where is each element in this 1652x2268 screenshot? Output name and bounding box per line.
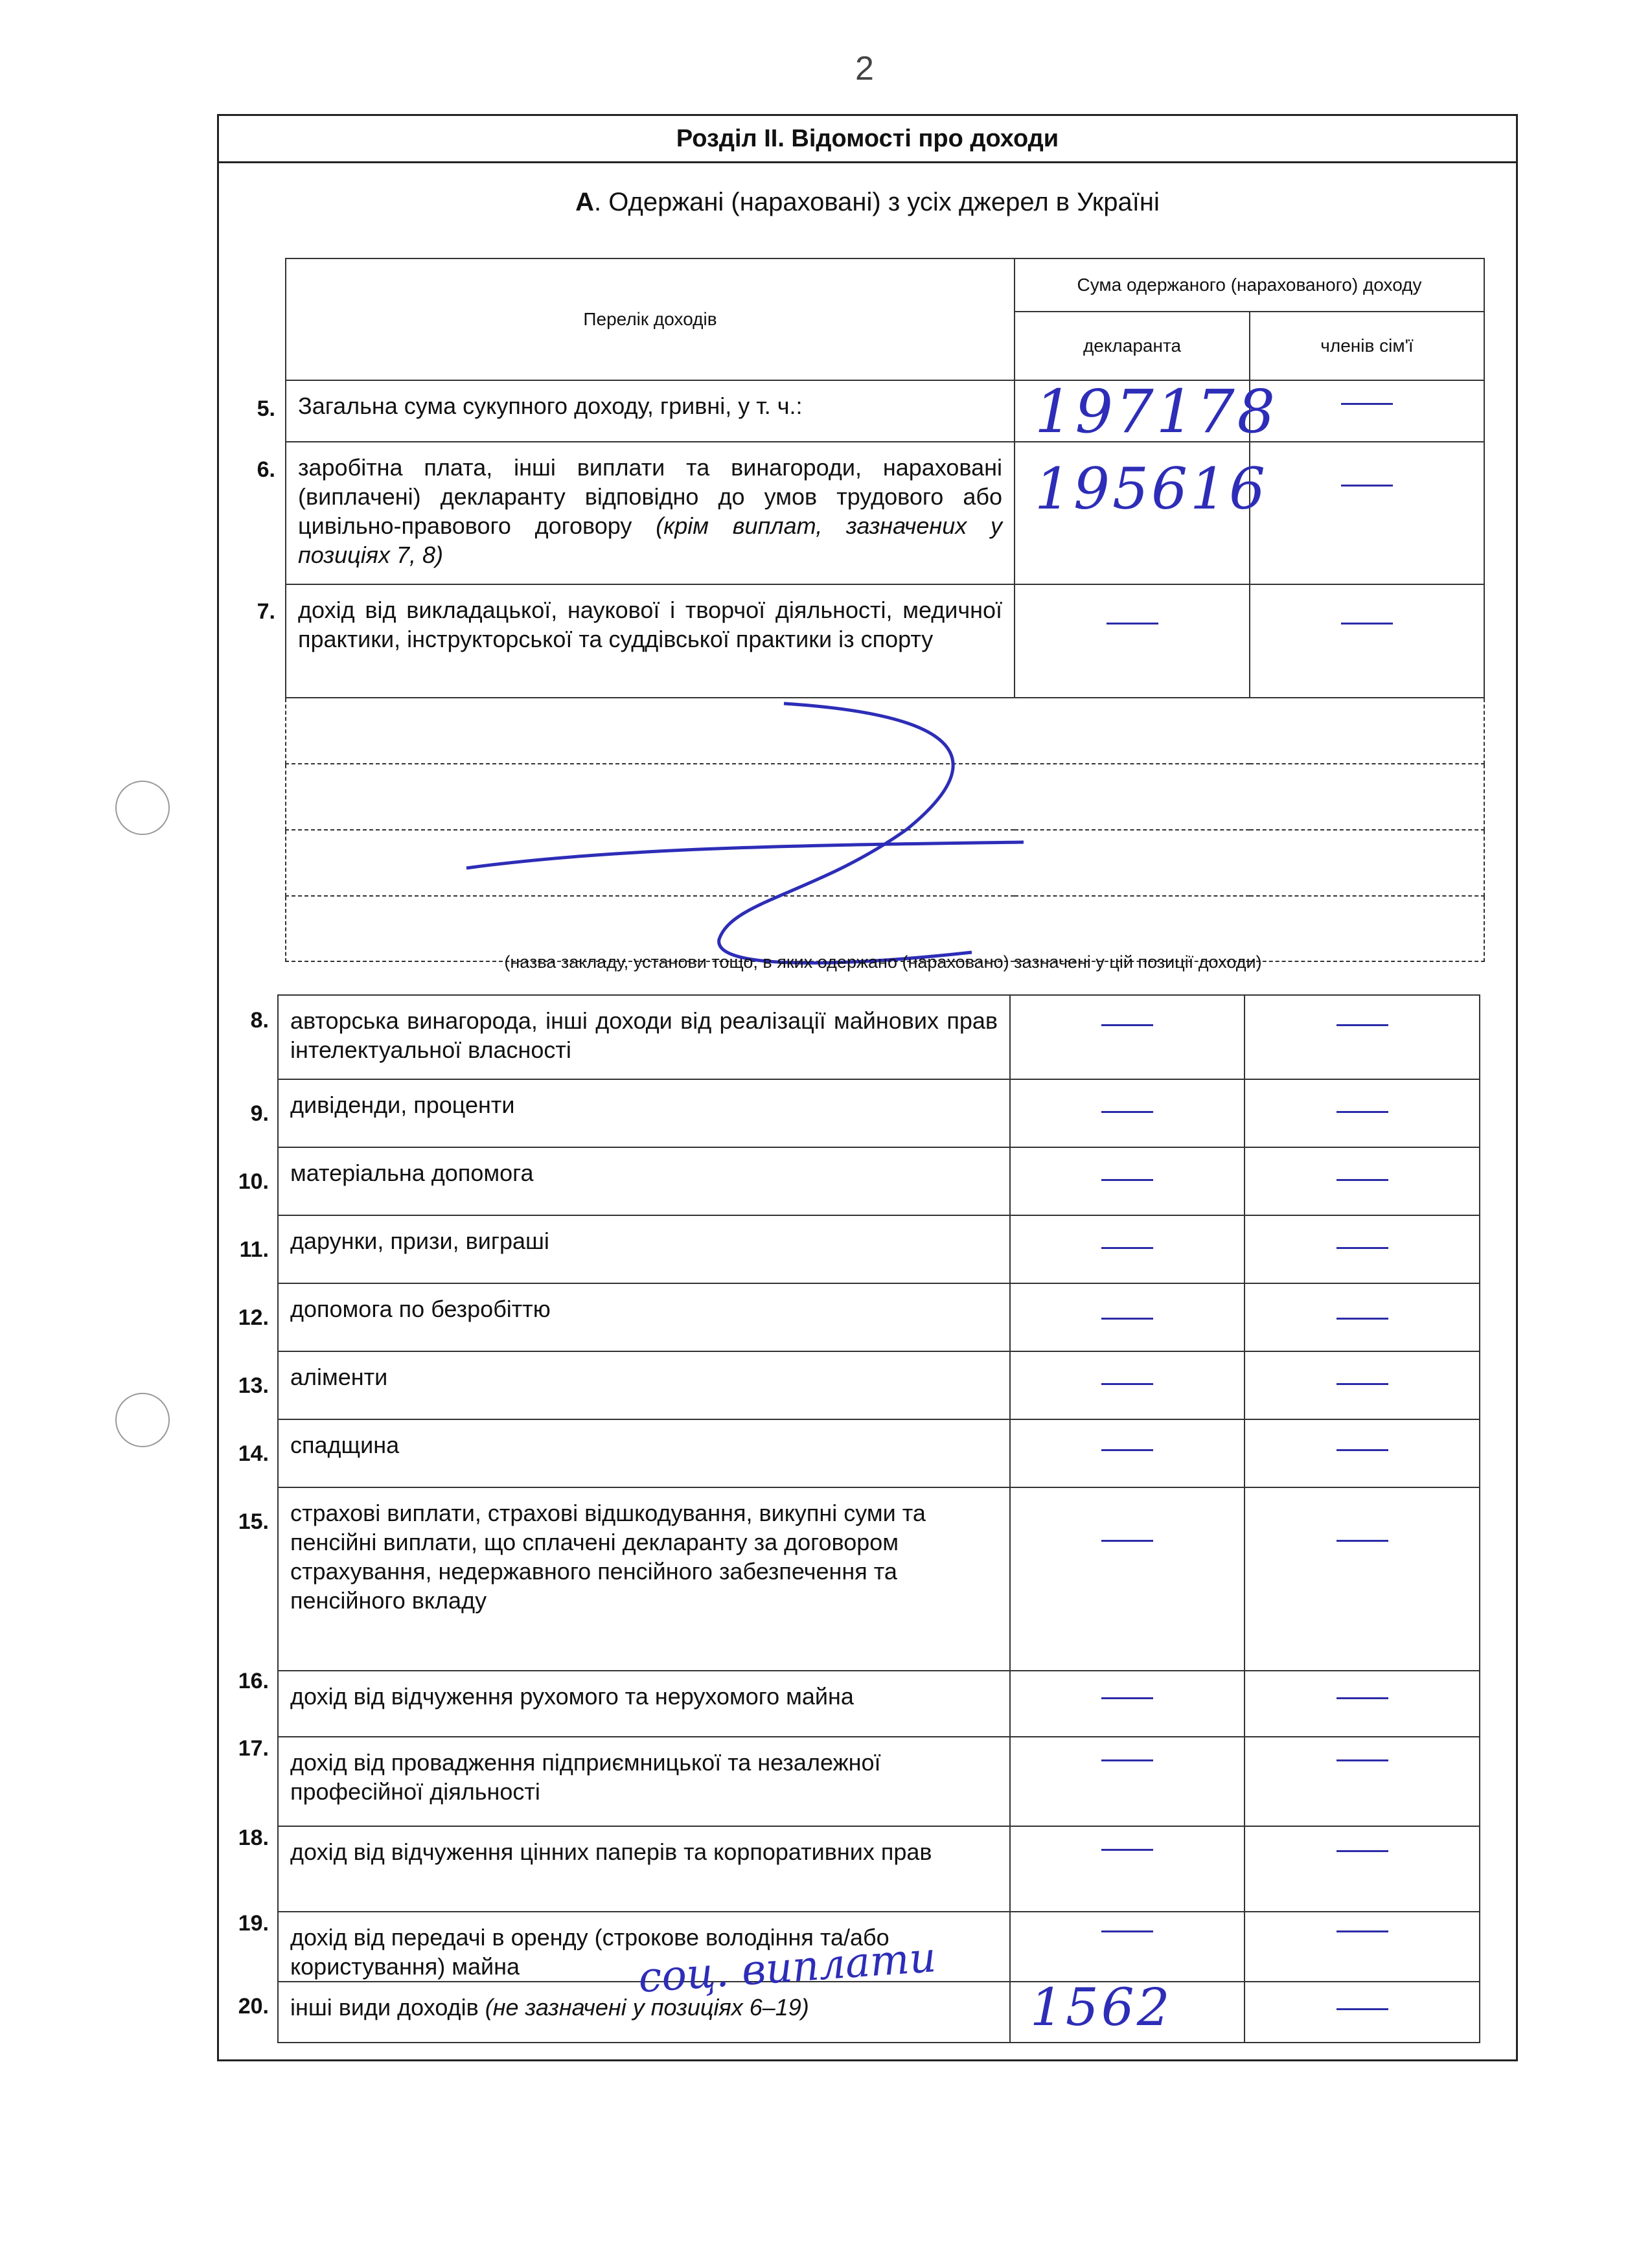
- row-17-number: 17.: [238, 1736, 269, 1761]
- row-20-note: (не зазначені у позиціях 6–19): [485, 1994, 809, 2021]
- row-9-number: 9.: [250, 1101, 269, 1126]
- dash-mark: [1337, 1449, 1388, 1451]
- row-12-number: 12.: [238, 1305, 269, 1330]
- dash-mark: [1337, 1247, 1388, 1249]
- table-row: [278, 1487, 1480, 1671]
- row-6-declarant: [1015, 442, 1268, 584]
- table-row: [286, 380, 1484, 442]
- punch-hole: [115, 1393, 170, 1447]
- dash-mark: [1337, 1024, 1388, 1026]
- row-15-number: 15.: [238, 1509, 269, 1534]
- row-19-family: [1245, 1912, 1480, 1982]
- subsection-letter: А: [575, 188, 595, 216]
- row-18-family: [1245, 1826, 1480, 1912]
- dash-mark: [1337, 1850, 1388, 1852]
- dash-mark: [1337, 1930, 1388, 1932]
- dash-mark: [1337, 1318, 1388, 1320]
- row-17-family: [1245, 1737, 1480, 1826]
- row-7-label: дохід від викладацької, наукової і творчої діяльності, медичної практики, інструкторської та суддівської практики із спорту: [286, 584, 1015, 698]
- table-row: [278, 1147, 1480, 1215]
- header-family: членів сім'ї: [1250, 312, 1484, 380]
- table-row: [278, 1737, 1480, 1826]
- row-6-declarant-value: 195616: [1035, 455, 1268, 522]
- income-table-bottom-grid: [277, 994, 1480, 2043]
- row-6-number: 6.: [257, 457, 275, 482]
- table-row: [278, 1283, 1480, 1351]
- row-6-label: [286, 442, 1015, 584]
- dash-mark: [1101, 1759, 1153, 1761]
- row-6-family: [1250, 442, 1484, 584]
- dash-mark: [1337, 1111, 1388, 1113]
- row-11-number: 11.: [239, 1237, 269, 1262]
- dash-mark: [1101, 1697, 1153, 1699]
- row-18-declarant: [1010, 1826, 1245, 1912]
- row-19-declarant: [1010, 1912, 1245, 1982]
- row-10-family: [1245, 1147, 1480, 1215]
- dash-mark: [1337, 2008, 1388, 2010]
- row-7-family: [1250, 584, 1484, 698]
- dash-mark: [1341, 623, 1393, 624]
- row-15-label: страхові виплати, страхові відшкодування, викупні суми та пенсійні виплати, що сплачені декларанту за договором страхування, недержавного пенсійного забезпечення та пенсійного вкладу: [278, 1487, 1010, 1671]
- dash-mark: [1337, 1540, 1388, 1542]
- row-11-declarant: [1010, 1215, 1245, 1283]
- row-9-declarant: [1010, 1079, 1245, 1147]
- row-11-family: [1245, 1215, 1480, 1283]
- row-16-number: 16.: [238, 1669, 269, 1693]
- dash-mark: [1101, 1383, 1153, 1385]
- row-15-family: [1245, 1487, 1480, 1671]
- row-7-number: 7.: [257, 599, 275, 624]
- dash-mark: [1101, 1449, 1153, 1451]
- dash-mark: [1341, 485, 1393, 487]
- table-row: [286, 442, 1484, 584]
- row-12-declarant: [1010, 1283, 1245, 1351]
- dash-mark: [1101, 1179, 1153, 1181]
- row-20-family: [1245, 1982, 1480, 2043]
- dash-mark: [1101, 1318, 1153, 1320]
- row-9-family: [1245, 1079, 1480, 1147]
- table-row: [278, 1215, 1480, 1283]
- dash-mark: [1337, 1697, 1388, 1699]
- table-row: [278, 1982, 1480, 2043]
- row-20-declarant-value: 1562: [1030, 1977, 1173, 2037]
- row-10-number: 10.: [238, 1169, 269, 1194]
- row-6-text: заробітна плата, інші виплати та винагороди, нараховані (виплачені) декларанту відповідно до умов трудового або цивільно-правового договору: [298, 454, 1002, 539]
- row-15-declarant: [1010, 1487, 1245, 1671]
- header-income-list: Перелік доходів: [286, 258, 1015, 380]
- row-19-number: 19.: [238, 1911, 269, 1936]
- row-13-label: аліменти: [278, 1351, 1010, 1419]
- row-14-label: спадщина: [278, 1419, 1010, 1487]
- row-8-family: [1245, 995, 1480, 1079]
- row-16-declarant: [1010, 1671, 1245, 1737]
- table-row: [278, 1826, 1480, 1912]
- row-5-declarant-value: 197178: [1035, 377, 1278, 446]
- dash-mark: [1337, 1179, 1388, 1181]
- row-19-label: дохід від передачі в оренду (строкове володіння та/або користування) майна: [278, 1912, 1010, 1982]
- dash-mark: [1101, 1247, 1153, 1249]
- income-table-bottom: [277, 994, 1479, 2042]
- row-17-declarant: [1010, 1737, 1245, 1826]
- row-10-declarant: [1010, 1147, 1245, 1215]
- row-14-family: [1245, 1419, 1480, 1487]
- table-row: [278, 1079, 1480, 1147]
- row-8-declarant: [1010, 995, 1245, 1079]
- row-10-label: матеріальна допомога: [278, 1147, 1010, 1215]
- row-20-handwritten-note: соц. виплати: [636, 1934, 938, 2002]
- row-8-label: авторська винагорода, інші доходи від реалізації майнових прав інтелектуальної власності: [278, 995, 1010, 1079]
- row-16-family: [1245, 1671, 1480, 1737]
- table-row: [278, 1419, 1480, 1487]
- row-9-label: дивіденди, проценти: [278, 1079, 1010, 1147]
- dash-mark: [1107, 623, 1158, 624]
- row-12-family: [1245, 1283, 1480, 1351]
- dash-mark: [1101, 1540, 1153, 1542]
- dash-mark: [1337, 1383, 1388, 1385]
- dash-mark: [1101, 1111, 1153, 1113]
- row-6-note: (крім виплат, зазначених у позиціях 7, 8): [298, 512, 1002, 568]
- row-5-declarant: [1015, 377, 1278, 446]
- row-14-declarant: [1010, 1419, 1245, 1487]
- table-row: [278, 995, 1480, 1079]
- row-5-number: 5.: [257, 396, 275, 421]
- punch-hole: [115, 781, 170, 835]
- row-13-declarant: [1010, 1351, 1245, 1419]
- page-number: 2: [855, 50, 874, 87]
- row-13-number: 13.: [238, 1373, 269, 1398]
- dash-mark: [1337, 1759, 1388, 1761]
- row-5-family: [1250, 380, 1484, 442]
- row-18-label: дохід від відчуження цінних паперів та корпоративних прав: [278, 1826, 1010, 1912]
- strike-through-mark: [453, 687, 1037, 972]
- section-title: Розділ II. Відомості про доходи: [219, 117, 1516, 163]
- dash-mark: [1101, 1849, 1153, 1851]
- row-13-family: [1245, 1351, 1480, 1419]
- row-12-label: допомога по безробіттю: [278, 1283, 1010, 1351]
- header-declarant: декларанта: [1015, 312, 1250, 380]
- row-11-label: дарунки, призи, виграші: [278, 1215, 1010, 1283]
- table-row: [278, 1671, 1480, 1737]
- row-14-number: 14.: [238, 1441, 269, 1466]
- row-17-label: дохід від провадження підприємницької та незалежної професійної діяльності: [278, 1737, 1010, 1826]
- row-20-number: 20.: [238, 1994, 269, 2019]
- subsection-title: [219, 188, 1516, 217]
- row-20-declarant: [1010, 1977, 1245, 2043]
- dash-mark: [1341, 403, 1393, 405]
- subsection-text: . Одержані (нараховані) з усіх джерел в Україні: [594, 188, 1160, 216]
- row-18-number: 18.: [238, 1826, 269, 1850]
- row-7-declarant: [1015, 584, 1250, 698]
- row-5-label: Загальна сума сукупного доходу, гривні, у т. ч.:: [286, 380, 1015, 442]
- dash-mark: [1101, 1024, 1153, 1026]
- table-row: [286, 584, 1484, 698]
- row-16-label: дохід від відчуження рухомого та нерухомого майна: [278, 1671, 1010, 1737]
- header-amount: Сума одержаного (нарахованого) доходу: [1015, 258, 1484, 312]
- dash-mark: [1101, 1930, 1153, 1932]
- table-row: [278, 1351, 1480, 1419]
- row-20-text: інші види доходів: [290, 1994, 479, 2021]
- row-8-number: 8.: [250, 1008, 269, 1033]
- institution-caption: (назва закладу, установи тощо, в яких одержано (нараховано) зазначені у цій позиції доходи): [504, 952, 1262, 972]
